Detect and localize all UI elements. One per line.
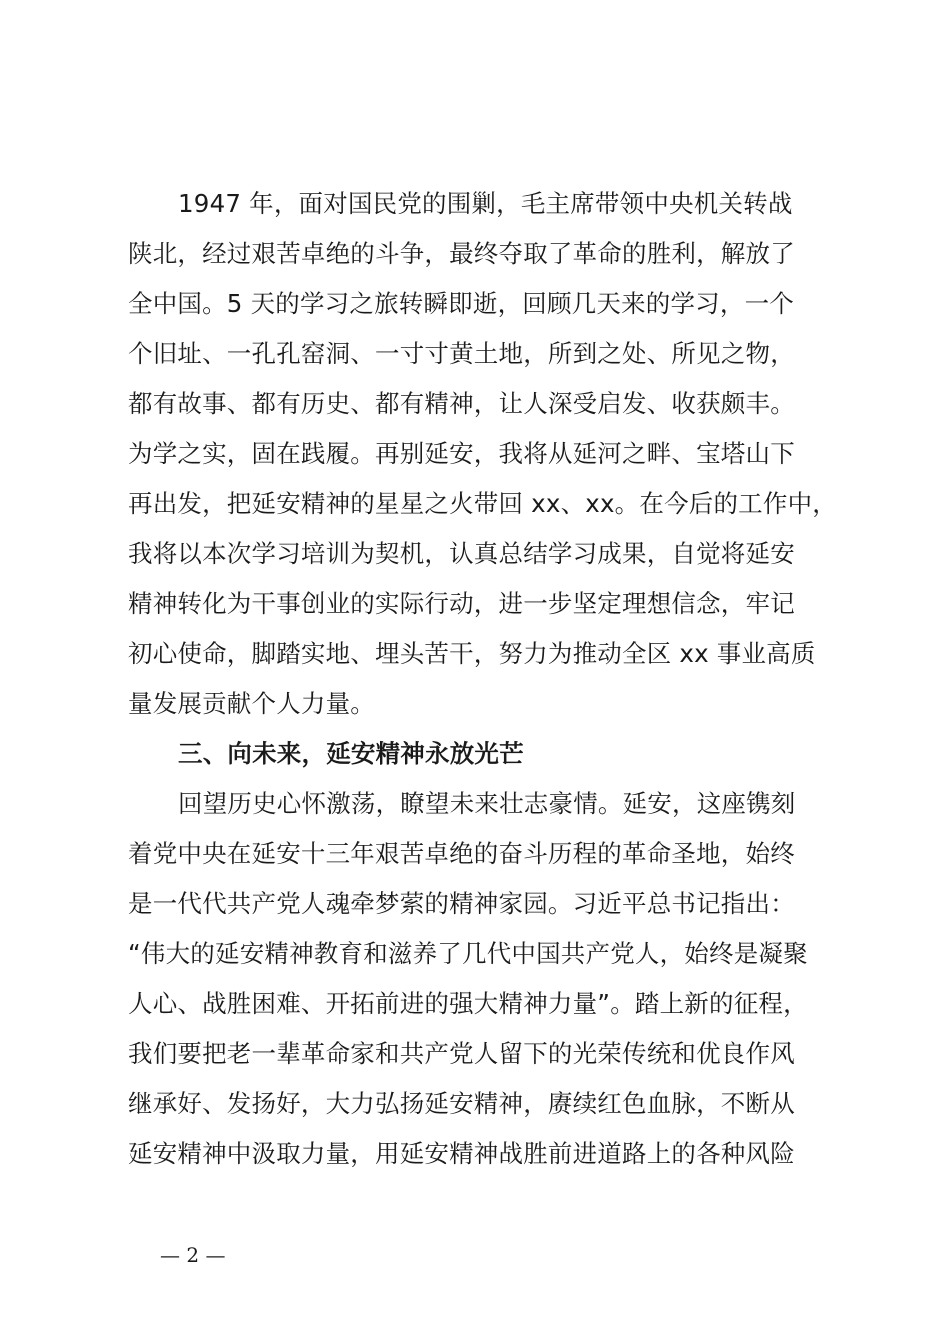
paragraph-2-line: 回望历史心怀激荡，瞭望未来壮志豪情。延安，这座镌刻 [178,789,796,818]
paragraph-2-line: 我们要把老一辈革命家和共产党人留下的光荣传统和优良作风 [128,1039,795,1068]
paragraph-1-line: 为学之实，固在践履。再别延安，我将从延河之畔、宝塔山下 [128,439,795,468]
paragraph-1-line: 再出发，把延安精神的星星之火带回 xx、xx。在今后的工作中， [128,489,837,518]
paragraph-2-line: 人心、战胜困难、开拓前进的强大精神力量”。踏上新的征程， [128,989,808,1018]
paragraph-2-line: 继承好、发扬好，大力弘扬延安精神，赓续红色血脉，不断从 [128,1089,795,1118]
section-heading: 三、向未来，延安精神永放光芒 [178,739,524,768]
paragraph-2-line: 延安精神中汲取力量，用延安精神战胜前进道路上的各种风险 [128,1139,795,1168]
paragraph-1-line: 个旧址、一孔孔窑洞、一寸寸黄土地，所到之处、所见之物， [128,339,795,368]
paragraph-1-line: 1947 年，面对国民党的围剿，毛主席带领中央机关转战 [178,189,793,218]
paragraph-2-line: 着党中央在延安十三年艰苦卓绝的奋斗历程的革命圣地，始终 [128,839,795,868]
paragraph-1-line: 都有故事、都有历史、都有精神，让人深受启发、收获颇丰。 [128,389,795,418]
paragraph-1-line: 精神转化为干事创业的实际行动，进一步坚定理想信念，牢记 [128,589,795,618]
paragraph-1-line: 初心使命，脚踏实地、埋头苦干，努力为推动全区 xx 事业高质 [128,639,816,668]
paragraph-1-line: 量发展贡献个人力量。 [128,689,375,718]
page-number: — 2 — [160,1243,226,1267]
paragraph-1-line: 陕北，经过艰苦卓绝的斗争，最终夺取了革命的胜利，解放了 [128,239,795,268]
paragraph-2-line: “伟大的延安精神教育和滋养了几代中国共产党人，始终是凝聚 [128,939,808,968]
paragraph-1-line: 全中国。5 天的学习之旅转瞬即逝，回顾几天来的学习，一个 [128,289,794,318]
paragraph-1-line: 我将以本次学习培训为契机，认真总结学习成果，自觉将延安 [128,539,795,568]
paragraph-2-line: 是一代代共产党人魂牵梦萦的精神家园。习近平总书记指出： [128,889,795,918]
